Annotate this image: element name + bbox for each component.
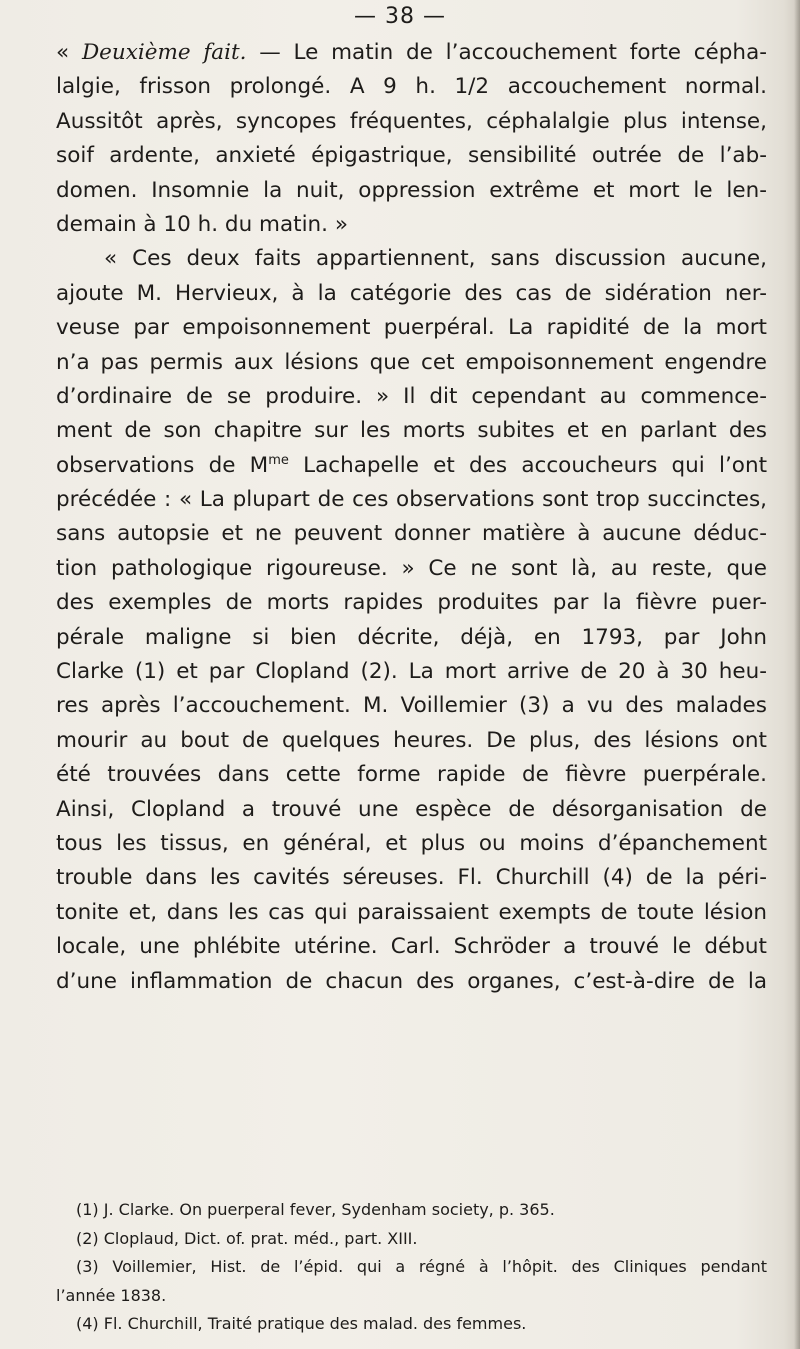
footnote: (4) Fl. Churchill, Traité pratique des malad. des femmes. <box>76 1314 527 1333</box>
text-line: tion pathologique rigoureuse. » Ce ne sont là, au reste, que <box>56 555 767 581</box>
text-line: tonite et, dans les cas qui paraissaient exempts de toute lésion <box>56 899 767 925</box>
text-line: domen. Insomnie la nuit, oppression extrême et mort le len- <box>56 177 767 203</box>
text-line: observations de $M^{me}$ Lachapelle et des accoucheurs qui l’ont <box>56 452 767 478</box>
footnote-continuation: l’année 1838. <box>56 1285 167 1305</box>
page-number: — 38 — <box>354 4 446 29</box>
text-line: soif ardente, anxieté épigastrique, sensibilité outrée de l’ab- <box>56 143 767 169</box>
text-line: mourir au bout de quelques heures. De plus, des lésions ont <box>56 727 767 753</box>
text-line: n’a pas permis aux lésions que cet empoisonnement engendre <box>56 349 767 375</box>
text-line: Clarke (1) et par Clopland (2). La mort arrive de 20 à 30 heu- <box>56 659 767 685</box>
footnote: (2) Cloplaud, Dict. of. prat. méd., part. XIII. <box>76 1228 418 1248</box>
text-line: précédée : « La plupart de ces observations sont trop succinctes, <box>56 487 767 513</box>
text-line: « Deuxième fait. — Le matin de l’accouchement forte cépha- <box>56 40 767 65</box>
superscript: me <box>268 452 289 468</box>
text-line: « Ces deux faits appartiennent, sans discussion aucune, <box>104 246 767 272</box>
text-line: sans autopsie et ne peuvent donner matière à aucune déduc- <box>56 521 767 547</box>
text-line: Ainsi, Clopland a trouvé une espèce de désorganisation de <box>56 796 767 822</box>
text-line: d’une inflammation de chacun des organes, c’est-à-dire de la <box>56 968 767 994</box>
text-line: veuse par empoisonnement puerpéral. La rapidité de la mort <box>56 315 767 341</box>
footnotes <box>56 1196 767 1339</box>
text-line: trouble dans les cavités séreuses. Fl. Churchill (4) de la péri- <box>56 865 767 891</box>
text-line: pérale maligne si bien décrite, déjà, en 1793, par John <box>56 624 767 650</box>
text-line: Aussitôt après, syncopes fréquentes, céphalalgie plus intense, <box>56 108 767 134</box>
text-line: tous les tissus, en général, et plus ou moins d’épanchement <box>56 830 767 856</box>
text-line: d’ordinaire de se produire. » Il dit cependant au commence- <box>56 383 767 409</box>
text-line: locale, une phlébite utérine. Carl. Schröder a trouvé le début <box>56 934 767 960</box>
text-line: demain à 10 h. du matin. » <box>56 211 349 237</box>
italic-lead: Deuxième fait. <box>81 40 247 65</box>
text-line: ajoute M. Hervieux, à la catégorie des cas de sidération ner- <box>56 280 767 306</box>
body-text <box>56 36 767 999</box>
footnote: (3) Voillemier, Hist. de l’épid. qui a régné à l’hôpit. des Cliniques pendant <box>76 1257 767 1276</box>
text-line: des exemples de morts rapides produites par la fièvre puer- <box>56 590 767 616</box>
text-line: ment de son chapitre sur les morts subites et en parlant des <box>56 418 767 444</box>
text-line: lalgie, frisson prolongé. A 9 h. 1/2 accouchement normal. <box>56 74 767 100</box>
footnote: (1) J. Clarke. On puerperal fever, Sydenham society, p. 365. <box>76 1200 555 1219</box>
text-line: res après l’accouchement. M. Voillemier (3) a vu des malades <box>56 693 767 719</box>
page-edge-shadow <box>794 0 800 1349</box>
text-line: été trouvées dans cette forme rapide de fièvre puerpérale. <box>56 762 767 788</box>
